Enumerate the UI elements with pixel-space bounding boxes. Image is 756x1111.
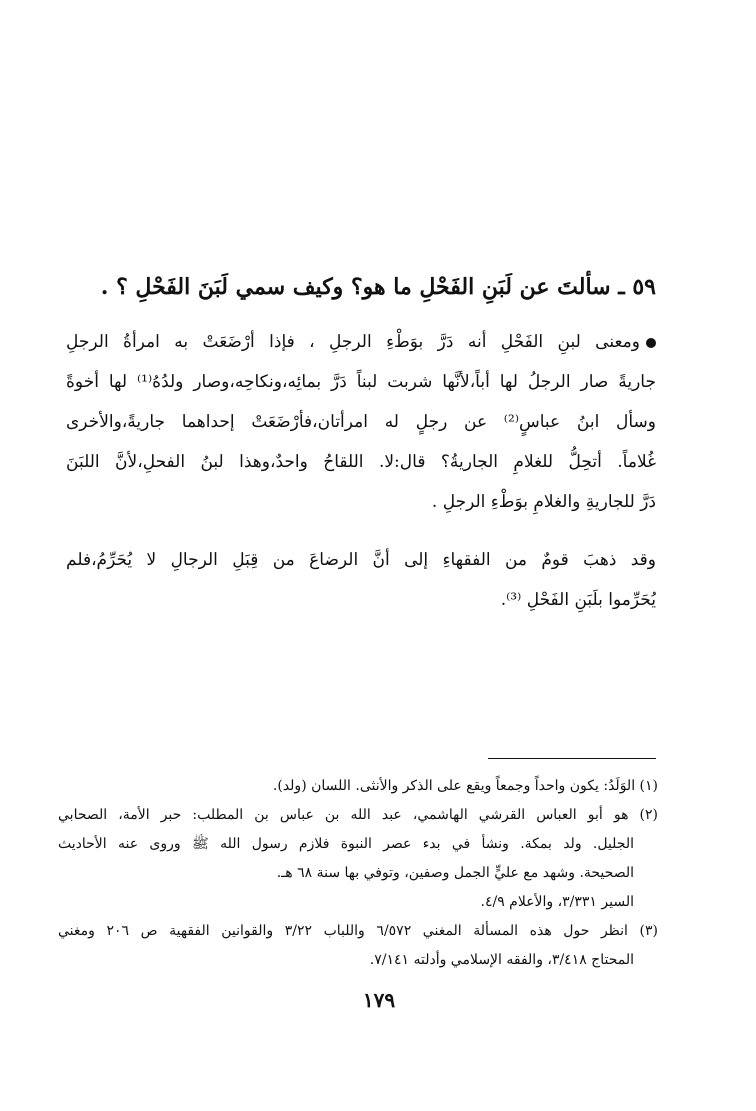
footnote-2-line-4: السير ٣/٣٣١، والأعلام ٤/٩. bbox=[480, 894, 634, 910]
footnote-3-line-1: (٣) انظر حول هذه المسألة المغني ٦/٥٧٢ واللباب ٣/٢٢ والقوانين الفقهية ص ٢٠٦ ومغني bbox=[58, 923, 658, 939]
page-number: ١٧٩ bbox=[362, 988, 396, 1012]
footnote-separator bbox=[488, 758, 656, 759]
footnotes bbox=[58, 772, 658, 975]
paragraph-1-line-4: غُلاماً. أتحِلُّ للغلامِ الجاريةُ؟ قال:لا. اللقاحُ واحدٌ،وهذا لبنُ الفحلِ،لأنَّ اللبَنَ bbox=[66, 452, 656, 472]
bullet-dot-icon bbox=[646, 338, 656, 348]
paragraph-1-line-3: وسأل ابنُ عباسٍ⁽²⁾ عن رجلٍ له امرأتان،فأرْضَعَتْ إحداهما جاريةً،والأخرى bbox=[66, 412, 656, 432]
paragraph-1-line-5: دَرَّ للجاريةِ والغلامِ بوَطْءِ الرجلِ . bbox=[431, 492, 656, 512]
footnote-2-line-1: (٢) هو أبو العباس القرشي الهاشمي، عبد الله بن عباس بن المطلب: حبر الأمة، الصحابي bbox=[58, 807, 658, 823]
footnote-2-line-3: الصحيحة. وشهد مع عليٍّ الجمل وصفين، وتوفي بها سنة ٦٨ هـ. bbox=[276, 865, 634, 881]
footnote-1: (١) الوَلَدُ: يكون واحداً وجمعاً ويقع على الذكر والأنثى. اللسان (ولد). bbox=[272, 778, 658, 794]
footnote-3-line-2: المحتاج ٣/٤١٨، والفقه الإسلامي وأدلته ٧/١٤١. bbox=[369, 952, 634, 968]
question-heading: ٥٩ ـ سألتَ عن لَبَنِ الفَحْلِ ما هو؟ وكيف سمي لَبَنَ الفَحْلِ ؟ . bbox=[100, 274, 656, 300]
paragraph-2-line-1: وقد ذهبَ قومٌ من الفقهاءِ إلى أنَّ الرضاعَ من قِبَلِ الرجالِ لا يُحَرِّمُ،فلم bbox=[66, 550, 656, 570]
body-text bbox=[66, 322, 656, 620]
paragraph-1-line-1 bbox=[66, 322, 656, 362]
paragraph-1-line-2: جاريةً صار الرجلُ لها أباً،لأنَّها شربت لبناً دَرَّ بمائِه،ونكاحِه،وصار ولدُهُ⁽¹⁾ لها أخوةً bbox=[66, 372, 656, 392]
paragraph-2-line-2: يُحَرِّموا بلَبَنِ الفَحْلِ ⁽³⁾. bbox=[500, 590, 656, 610]
paragraph-1-line-1-text: ومعنى لبنِ الفَحْلِ أنه دَرَّ بوَطْءِ الرجلِ ، فإذا أرْضَعَتْ به امرأةُ الرجلِ bbox=[66, 332, 640, 352]
footnote-2-line-2: الجليل. ولد بمكة. ونشأ في بدء عصر النبوة فلازم رسول الله ﷺ وروى عنه الأحاديث bbox=[58, 836, 634, 852]
